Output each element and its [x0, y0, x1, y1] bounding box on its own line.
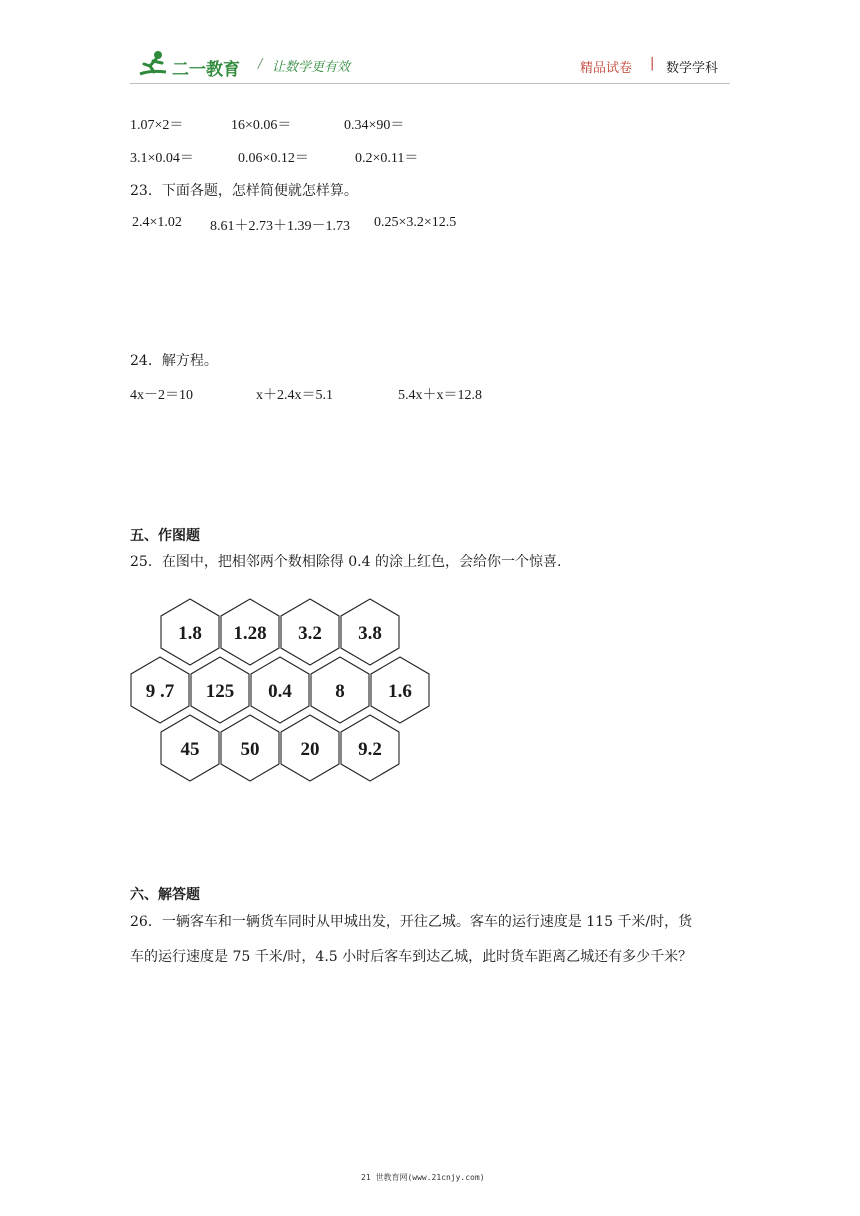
question-24-title: 24．解方程。 — [130, 353, 218, 369]
hexagon-number: 1.8 — [178, 623, 202, 644]
q24-item: x＋2.4x＝5.1 — [256, 388, 333, 403]
calc-item: 0.2×0.11＝ — [355, 151, 419, 166]
hexagon-number: 9 .7 — [145, 681, 175, 702]
q23-item: 2.4×1.02 — [132, 215, 182, 230]
hexagon-number: 20 — [300, 739, 320, 760]
q24-item: 5.4x＋x＝12.8 — [398, 388, 482, 403]
calc-item: 0.34×90＝ — [344, 118, 405, 133]
q23-item: 0.25×3.2×12.5 — [374, 215, 457, 230]
calc-item: 16×0.06＝ — [231, 118, 292, 133]
premium-tag: 精品试卷 — [580, 61, 633, 76]
slogan: 让数学更有效 — [272, 60, 351, 75]
hexagon-number: 125 — [205, 681, 235, 702]
hexagon-figure — [125, 588, 430, 793]
subject-label: 数学学科 — [666, 61, 719, 76]
calc-item: 0.06×0.12＝ — [238, 151, 309, 166]
hexagon-number: 3.8 — [358, 623, 382, 644]
section-5-heading: 五、作图题 — [130, 528, 200, 544]
section-6-heading: 六、解答题 — [130, 887, 200, 903]
hexagon-number: 1.28 — [233, 623, 267, 644]
hexagon-number: 8 — [335, 681, 345, 702]
footer-text: 21 世教育网(www.21cnjy.com) — [361, 1173, 485, 1182]
q23-item: 8.61＋2.73＋1.39－1.73 — [210, 219, 350, 234]
hexagon-number: 50 — [240, 739, 260, 760]
question-25: 25．在图中，把相邻两个数相除得 0.4 的涂上红色，会给你一个惊喜. — [130, 554, 562, 570]
header-rule — [130, 83, 730, 84]
brand-name: 二一教育 — [172, 60, 240, 80]
question-23-title: 23．下面各题，怎样简便就怎样算。 — [130, 183, 358, 199]
question-26-line-1: 26．一辆客车和一辆货车同时从甲城出发，开往乙城。客车的运行速度是 115 千米/时，货 — [130, 914, 693, 930]
q24-item: 4x－2＝10 — [130, 388, 193, 403]
hexagon-number: 0.4 — [268, 681, 292, 702]
runner-logo-icon — [136, 48, 172, 78]
header-divider: | — [650, 56, 655, 71]
hexagon-number: 1.6 — [388, 681, 412, 702]
calc-item: 1.07×2＝ — [130, 118, 184, 133]
hexagon-number: 9.2 — [358, 739, 382, 760]
calc-item: 3.1×0.04＝ — [130, 151, 194, 166]
hexagon-number: 3.2 — [298, 623, 322, 644]
question-26-line-2: 车的运行速度是 75 千米/时，4.5 小时后客车到达乙城，此时货车距离乙城还有多少千米？ — [130, 949, 693, 965]
hexagon-number: 45 — [180, 739, 200, 760]
